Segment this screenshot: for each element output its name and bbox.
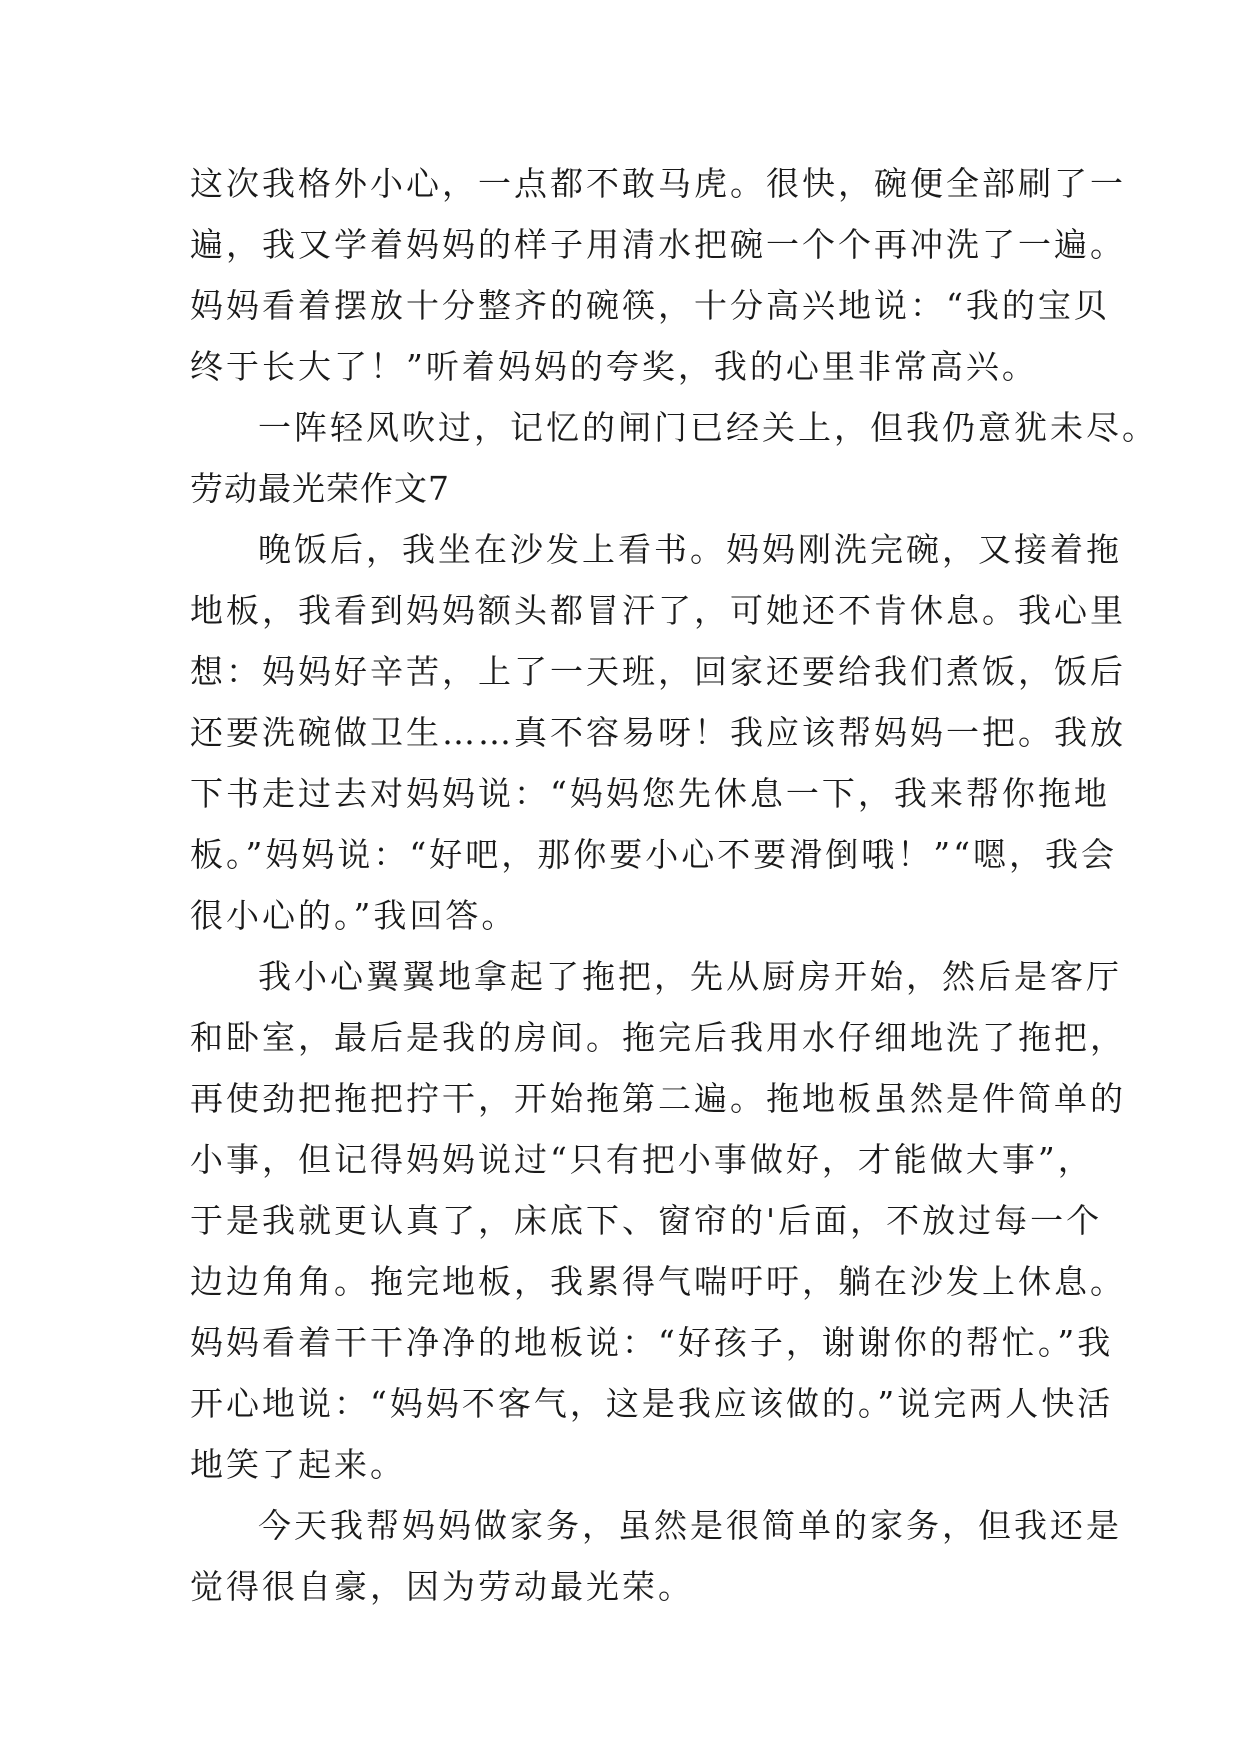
text-line: 遍，我又学着妈妈的样子用清水把碗一个个再冲洗了一遍。 [190, 225, 1126, 264]
essay-text [190, 153, 1158, 1617]
text-line: 开心地说：“妈妈不客气，这是我应该做的。”说完两人快活 [190, 1384, 1114, 1423]
text-line: 边边角角。拖完地板，我累得气喘吁吁，躺在沙发上休息。 [190, 1262, 1126, 1301]
text-line: 终于长大了！”听着妈妈的夸奖，我的心里非常高兴。 [190, 347, 1038, 386]
text-line: 地板，我看到妈妈额头都冒汗了，可她还不肯休息。我心里 [190, 591, 1126, 630]
text-line: 下书走过去对妈妈说：“妈妈您先休息一下，我来帮你拖地 [190, 774, 1110, 813]
essay-title: 劳动最光荣作文7 [190, 469, 450, 508]
text-line: 小事，但记得妈妈说过“只有把小事做好，才能做大事”， [190, 1140, 1094, 1179]
text-line: 我小心翼翼地拿起了拖把，先从厨房开始，然后是客厅 [258, 957, 1122, 996]
text-line: 再使劲把拖把拧干，开始拖第二遍。拖地板虽然是件简单的 [190, 1079, 1126, 1118]
text-line: 板。”妈妈说：“好吧，那你要小心不要滑倒哦！”“嗯，我会 [190, 835, 1117, 874]
text-line: 地笑了起来。 [190, 1445, 406, 1484]
text-line: 觉得很自豪，因为劳动最光荣。 [190, 1567, 694, 1606]
text-line: 想：妈妈好辛苦，上了一天班，回家还要给我们煮饭，饭后 [190, 652, 1126, 691]
text-line: 妈妈看着干干净净的地板说：“好孩子，谢谢你的帮忙。”我 [190, 1323, 1114, 1362]
text-line: 还要洗碗做卫生……真不容易呀！我应该帮妈妈一把。我放 [190, 713, 1126, 752]
text-line: 这次我格外小心，一点都不敢马虎。很快，碗便全部刷了一 [190, 164, 1126, 203]
text-line: 很小心的。”我回答。 [190, 896, 518, 935]
text-line: 于是我就更认真了，床底下、窗帘的'后面，不放过每一个 [190, 1201, 1103, 1240]
text-line: 今天我帮妈妈做家务，虽然是很简单的家务，但我还是 [258, 1506, 1122, 1545]
text-line: 和卧室，最后是我的房间。拖完后我用水仔细地洗了拖把， [190, 1018, 1126, 1057]
text-line: 妈妈看着摆放十分整齐的碗筷，十分高兴地说：“我的宝贝 [190, 286, 1110, 325]
text-line: 晚饭后，我坐在沙发上看书。妈妈刚洗完碗，又接着拖 [258, 530, 1122, 569]
text-line: 一阵轻风吹过，记忆的闸门已经关上，但我仍意犹未尽。 [258, 408, 1158, 447]
